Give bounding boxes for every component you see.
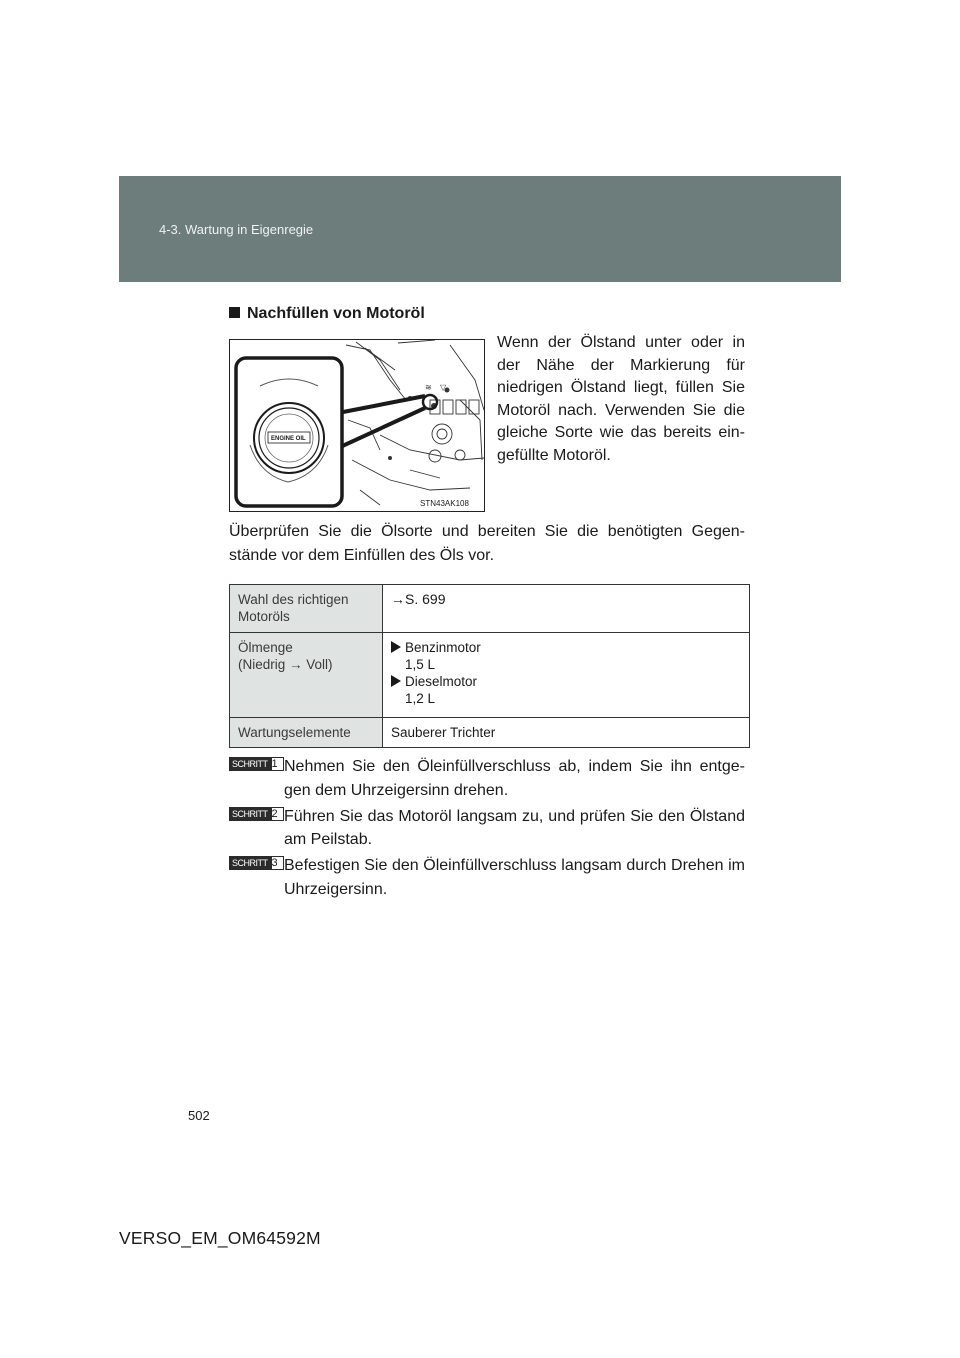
step-label: SCHRITT <box>229 856 271 870</box>
triangle-bullet-icon <box>391 641 401 653</box>
oil-amount: 1,2 L <box>405 691 436 706</box>
list-item <box>391 640 481 655</box>
table-value-cell: Sauberer Trichter <box>383 718 750 748</box>
step-number: 1 <box>271 757 284 771</box>
table-row <box>230 718 750 748</box>
oil-amount: 1,5 L <box>405 657 436 672</box>
section-title-text: Nachfüllen von Motoröl <box>247 305 425 322</box>
list-item <box>229 805 745 852</box>
table-key-cell <box>230 585 383 633</box>
key-line: Wahl des richtigen <box>238 592 349 607</box>
list-item <box>391 674 477 689</box>
preparation-paragraph: Überprüfen Sie die Ölsorte und bereiten Sie die benötigten Gegen-stände vor dem Einfüllen des Öls vor. <box>229 523 745 564</box>
step-text: Nehmen Sie den Öleinfüllverschluss ab, indem Sie ihn entge-gen dem Uhrzeigersinn drehen. <box>284 758 745 799</box>
document-code: VERSO_EM_OM64592M <box>119 1228 321 1248</box>
key-line: (Niedrig → Voll) <box>238 657 333 672</box>
square-bullet-icon <box>229 307 240 318</box>
engine-oil-cap-illustration <box>229 339 485 512</box>
triangle-bullet-icon <box>391 675 401 687</box>
list-item <box>229 755 745 802</box>
step-label: SCHRITT <box>229 757 271 771</box>
svg-text:≋: ≋ <box>425 383 432 392</box>
cap-label: ENGINE OIL <box>271 436 306 442</box>
page-number: 502 <box>188 1108 210 1123</box>
step-badge <box>229 856 284 870</box>
step-label: SCHRITT <box>229 807 271 821</box>
step-text: Befestigen Sie den Öleinfüllverschluss langsam durch Drehen im Uhrzeigersinn. <box>284 857 745 898</box>
specification-table <box>229 584 750 748</box>
figure-code: STN43AK108 <box>420 499 469 508</box>
step-badge <box>229 757 284 771</box>
page-reference: →S. 699 <box>391 591 446 607</box>
step-text: Führen Sie das Motoröl langsam zu, und prüfen Sie den Ölstand am Peilstab. <box>284 807 745 848</box>
key-line: Ölmenge <box>238 640 293 655</box>
list-item <box>229 854 745 901</box>
section-breadcrumb: 4-3. Wartung in Eigenregie <box>159 222 314 237</box>
svg-text:▽: ▽ <box>440 383 447 392</box>
table-value-cell <box>383 585 750 633</box>
key-line: Motoröls <box>238 609 290 624</box>
step-list <box>229 755 745 904</box>
step-number: 2 <box>271 807 284 821</box>
section-title <box>229 305 425 323</box>
table-row <box>230 633 750 718</box>
step-number: 3 <box>271 856 284 870</box>
step-badge <box>229 807 284 821</box>
table-key-cell: Wartungselemente <box>230 718 383 748</box>
engine-type: Benzinmotor <box>405 640 481 655</box>
table-key-cell <box>230 633 383 718</box>
table-row <box>230 585 750 633</box>
engine-type: Dieselmotor <box>405 674 478 689</box>
table-value-cell <box>383 633 750 718</box>
header-bar <box>119 176 841 282</box>
intro-text: Wenn der Ölstand unter oder in der Nähe der Markierung für niedrigen Ölstand liegt, füllen Sie Motoröl nach. Verwenden Sie die gleiche Sorte wie das bereits ein-gefüllte Motoröl. <box>497 334 745 464</box>
